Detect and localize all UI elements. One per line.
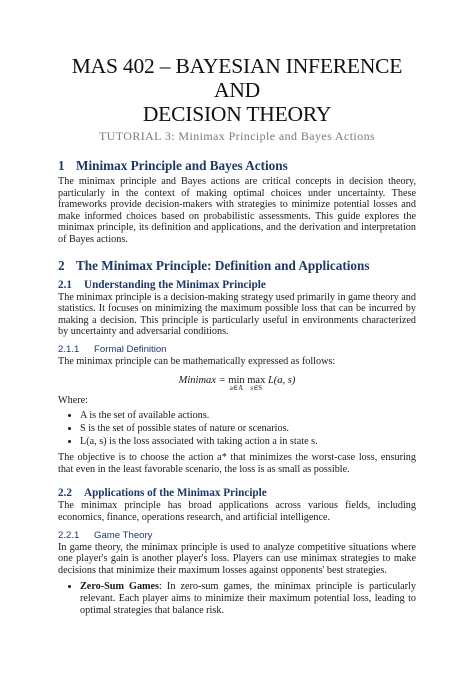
subsection-number: 2.1 bbox=[58, 278, 72, 291]
list-item: • S is the set of possible states of nature or scenarios. bbox=[80, 423, 416, 435]
formula-min-operator bbox=[228, 374, 245, 392]
subsection-title: Understanding the Minimax Principle bbox=[84, 278, 266, 291]
title-line-1: MAS 402 – BAYESIAN INFERENCE AND bbox=[71, 54, 403, 102]
game-theory-paragraph: In game theory, the minimax principle is used to analyze competitive situations where one player's gain is another player's loss. Players can use minimax strategies to make decisions that minimize their maximum losses against opponents' best strategies. bbox=[58, 541, 416, 576]
subsection-2-2-heading bbox=[58, 487, 416, 499]
list-item: • L(a, s) is the loss associated with taking action a in state s. bbox=[80, 436, 416, 448]
minimax-formula bbox=[58, 374, 416, 392]
subsection-2-2-paragraph: The minimax principle has broad applications across various fields, including economics, finance, operations research, and artificial intelligence. bbox=[58, 500, 416, 523]
section-title: Minimax Principle and Bayes Actions bbox=[76, 158, 288, 173]
subsection-number: 2.2 bbox=[58, 487, 72, 500]
formal-definition-intro: The minimax principle can be mathematically expressed as follows: bbox=[58, 355, 336, 367]
subsubsection-number: 2.1.1 bbox=[58, 343, 80, 355]
subsubsection-title: Game Theory bbox=[94, 529, 153, 541]
section-1-paragraph: The minimax principle and Bayes actions are critical concepts in decision theory, particularly in the context of making optimal choices under uncertainty. These frameworks provide decision-makers with strategies to minimize potential losses and make informed choices based on probabilistic assessments. This guide explores the minimax principle, its definition and applications, and the derivation and interpretation of Bayes actions. bbox=[58, 176, 416, 245]
section-number: 1 bbox=[58, 158, 65, 173]
where-label: Where: bbox=[58, 394, 88, 406]
bullet-term: Zero-Sum Games bbox=[80, 581, 160, 593]
section-1-heading bbox=[58, 158, 416, 174]
subsubsection-2-1-1-heading bbox=[58, 344, 416, 355]
objective-paragraph: The objective is to choose the action a* that minimizes the worst-case loss, ensuring that even in the least favorable scenario, the loss is as small as possible. bbox=[58, 452, 416, 475]
document-title bbox=[58, 54, 416, 126]
max-label: max bbox=[247, 374, 266, 386]
game-theory-bullet-list bbox=[58, 581, 416, 617]
section-number: 2 bbox=[58, 257, 65, 273]
definition-bullet-list bbox=[58, 410, 416, 448]
subsubsection-title: Formal Definition bbox=[94, 343, 167, 355]
min-label: min bbox=[228, 374, 245, 386]
document-subtitle: TUTORIAL 3: Minimax Principle and Bayes Actions bbox=[98, 129, 376, 143]
max-subscript: s∈S bbox=[250, 383, 263, 392]
formula-rhs: L(a, s) bbox=[267, 374, 296, 386]
title-line-2: DECISION THEORY bbox=[142, 102, 332, 126]
section-2-heading bbox=[58, 258, 416, 274]
list-item: • A is the set of available actions. bbox=[80, 410, 416, 422]
bullet-text: : In zero-sum games, the minimax principle is particularly relevant. Each player aims to minimize their maximum potential loss, leading to optimal strategies that balance risk. bbox=[80, 581, 417, 617]
subsection-2-1-paragraph: The minimax principle is a decision-making strategy used primarily in game theory and statistics. It focuses on minimizing the maximum possible loss that can be incurred by making a decision. This principle is particularly useful in environments characterized by uncertainty and adversarial conditions. bbox=[58, 291, 416, 338]
subsubsection-2-2-1-heading bbox=[58, 530, 416, 541]
subsubsection-number: 2.2.1 bbox=[58, 529, 80, 541]
list-item bbox=[80, 581, 416, 617]
section-title: The Minimax Principle: Definition and Applications bbox=[76, 257, 370, 273]
formula-lhs: Minimax = bbox=[178, 374, 229, 386]
min-subscript: a∈A bbox=[229, 383, 244, 392]
document-page bbox=[0, 54, 474, 686]
formula-max-operator bbox=[247, 374, 266, 392]
subsection-title: Applications of the Minimax Principle bbox=[84, 487, 267, 500]
subsection-2-1-heading bbox=[58, 279, 416, 291]
